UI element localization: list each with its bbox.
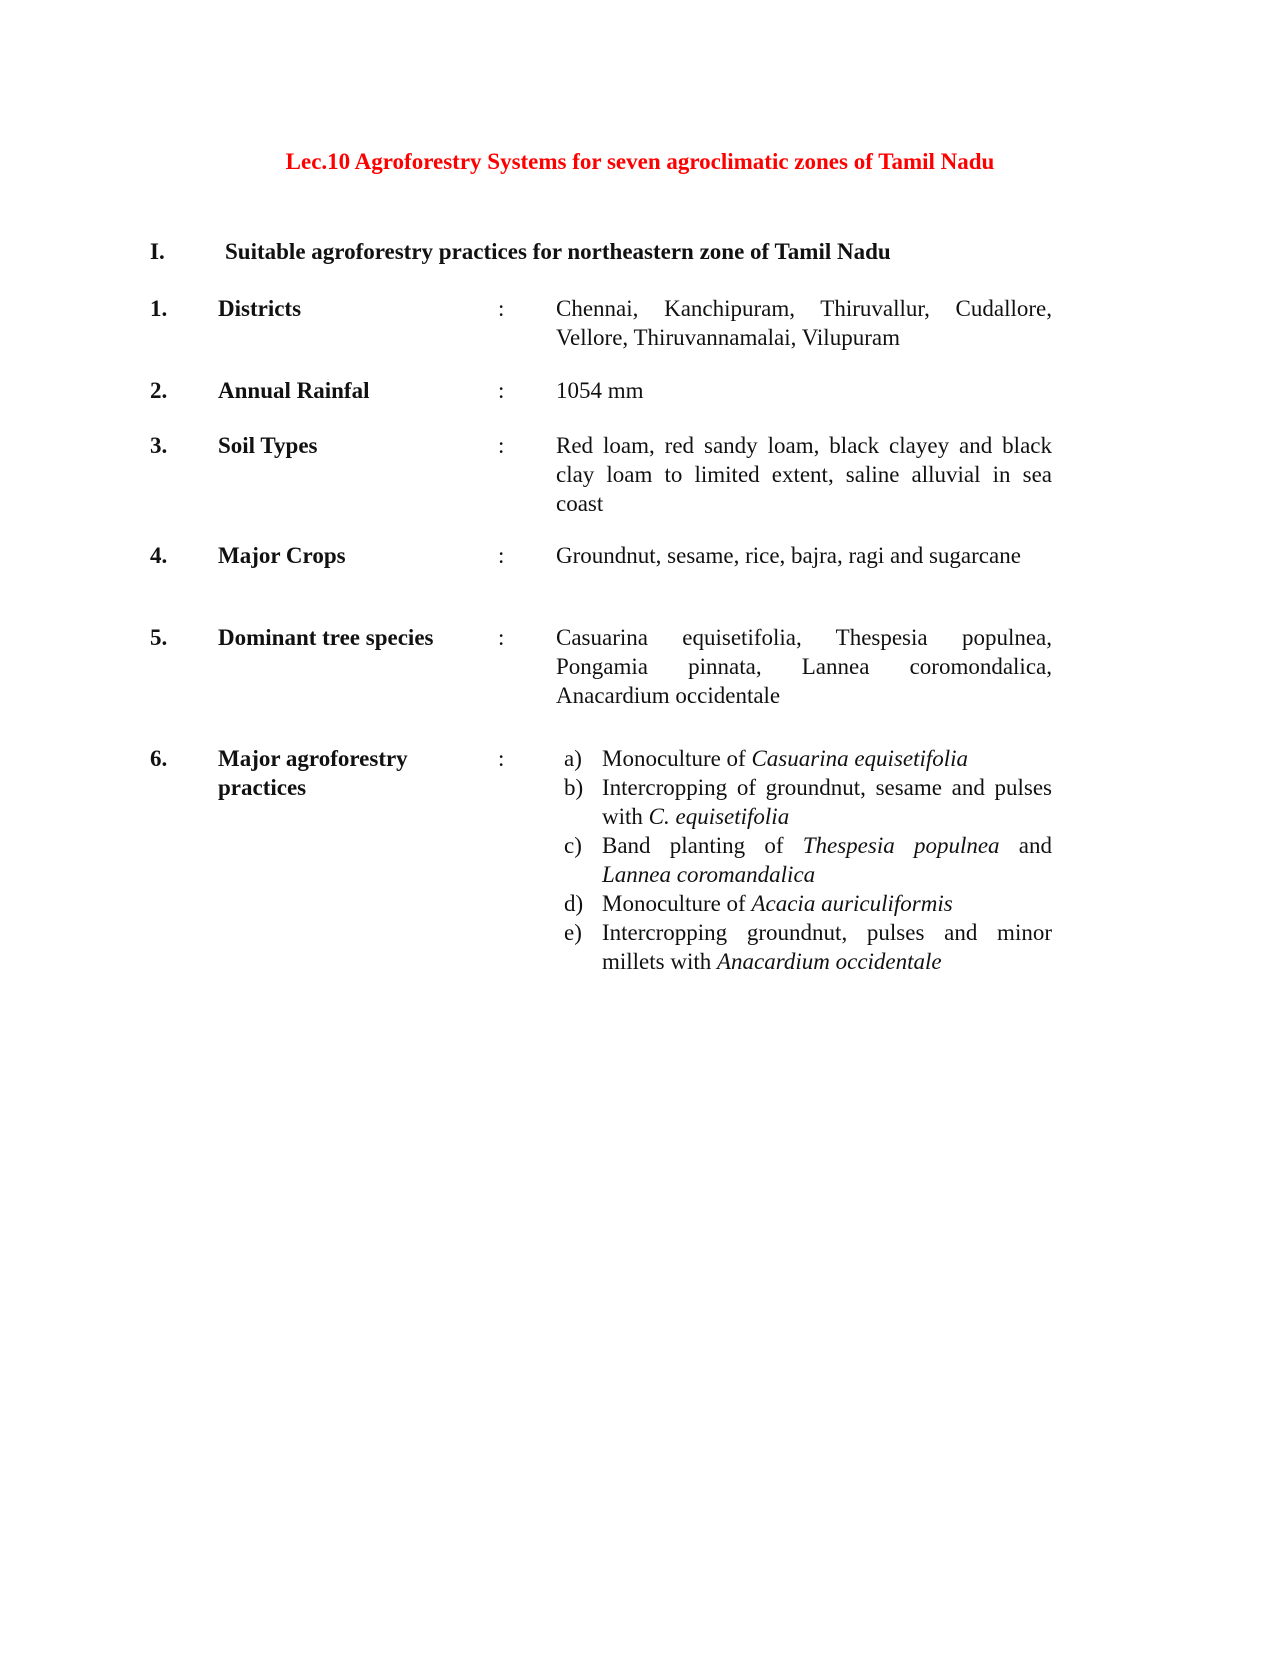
row-number: 2. [150,378,168,403]
list-marker: b) [564,775,584,800]
row-value: Red loam, red sandy loam, black clayey and black clay loam to limited extent, saline alluvial in sea coast [556,433,1052,516]
section-heading: Suitable agroforestry practices for northeastern zone of Tamil Nadu [225,239,891,264]
row-number: 4. [150,543,168,568]
row-value: Groundnut, sesame, rice, bajra, ragi and sugarcane [556,543,1021,568]
row-separator: : [498,543,505,568]
row-label: Dominant tree species [218,625,434,650]
row-value: Casuarina equisetifolia, Thespesia populnea, Pongamia pinnata, Lannea coromondalica, Anacardium occidentale [556,625,1052,708]
row-label: Soil Types [218,433,318,458]
row-number: 6. [150,746,168,771]
list-marker: d) [564,891,584,916]
species-name: Anacardium occidentale [717,949,942,974]
list-marker: c) [564,833,582,858]
practice-text: Intercropping groundnut, pulses and minor millets with [602,920,1052,974]
practice-text: Intercropping of groundnut, sesame and pulses with [602,775,1052,829]
list-item [556,889,1052,918]
practice-text: Band planting of [602,833,803,858]
species-name: Casuarina equisetifolia [751,746,969,771]
row-label: Annual Rainfal [218,378,370,403]
list-item [556,773,1052,831]
row-number: 5. [150,625,168,650]
row-number: 3. [150,433,168,458]
row-separator: : [498,296,505,321]
practice-text: Monoculture of [602,746,752,771]
row-separator: : [498,433,505,458]
list-item [556,744,1052,773]
row-separator: : [498,746,505,771]
row-label: Major Crops [218,543,346,568]
row-value: Chennai, Kanchipuram, Thiruvallur, Cudallore, Vellore, Thiruvannamalai, Vilupuram [556,296,1052,350]
section-number: I. [150,239,165,264]
list-item [556,831,1052,889]
list-item [556,918,1052,976]
species-name: Lannea coromandalica [602,862,816,887]
row-separator: : [498,625,505,650]
row-label: Major agroforestry practices [218,746,408,800]
practice-text: and [999,833,1052,858]
practices-list [556,744,1052,976]
practice-text: Monoculture of [602,891,752,916]
list-marker: e) [564,920,582,945]
species-name: Acacia auriculiformis [751,891,953,916]
species-name: Thespesia populnea [802,833,1000,858]
row-value: 1054 mm [556,378,644,403]
row-number: 1. [150,296,168,321]
list-marker: a) [564,746,582,771]
row-separator: : [498,378,505,403]
species-name: C. equisetifolia [648,804,790,829]
row-label: Districts [218,296,302,321]
page-title: Lec.10 Agroforestry Systems for seven agroclimatic zones of Tamil Nadu [285,149,995,174]
